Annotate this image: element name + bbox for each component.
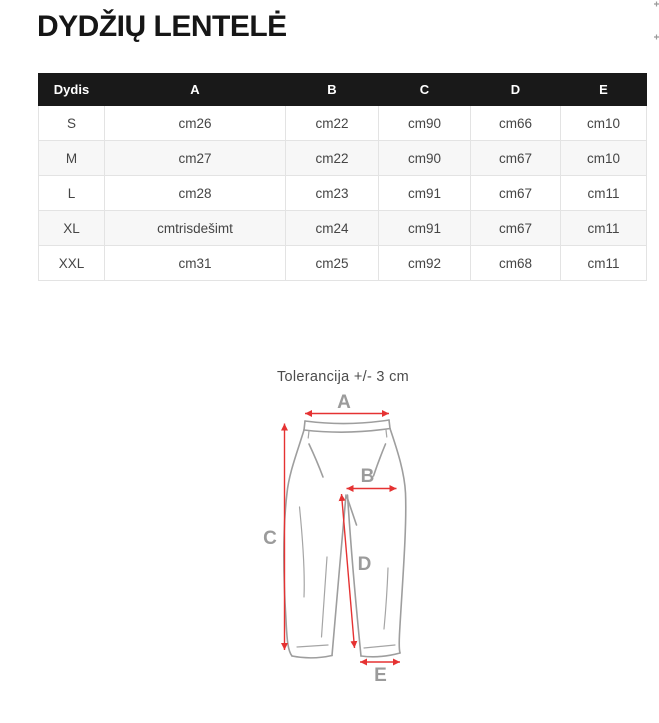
value-cell: cm11 [561,176,647,211]
value-cell: cm31 [105,246,286,281]
column-header-c: C [379,74,471,106]
size-cell: XXL [39,246,105,281]
left-hem [292,656,332,658]
value-cell: cm25 [286,246,379,281]
value-cell: cm92 [379,246,471,281]
size-cell: S [39,106,105,141]
value-cell: cm68 [471,246,561,281]
column-header-d: D [471,74,561,106]
value-cell: cm67 [471,211,561,246]
size-cell: M [39,141,105,176]
page-title: DYDŽIŲ LENTELĖ [37,10,287,43]
pants-outline [284,420,406,658]
value-cell: cm67 [471,141,561,176]
value-cell: cm26 [105,106,286,141]
value-cell: cm90 [379,141,471,176]
table-row-xl [39,211,647,246]
value-cell: cm11 [561,246,647,281]
value-cell: cm90 [379,106,471,141]
clipped-edge-marks [654,2,659,40]
right-inner-seam [348,495,362,656]
dimension-label-a: A [337,392,351,413]
dimension-label-e: E [374,665,387,686]
dimension-label-c: C [263,528,277,549]
left-pocket-slash [309,444,323,477]
value-cell: cm91 [379,211,471,246]
value-cell: cm10 [561,106,647,141]
table-header-row [39,74,647,106]
value-cell: cm66 [471,106,561,141]
right-hem [361,653,400,657]
tolerance-note: Tolerancija +/- 3 cm [276,369,410,385]
table-row-m [39,141,647,176]
table-row-s [39,106,647,141]
value-cell: cm27 [105,141,286,176]
dimension-arrow-d [342,494,355,648]
value-cell: cm10 [561,141,647,176]
column-header-b: B [286,74,379,106]
size-table [38,73,647,281]
dimension-label-d: D [357,554,372,575]
left-outer-seam [284,430,304,656]
size-cell: L [39,176,105,211]
value-cell: cm28 [105,176,286,211]
value-cell: cm22 [286,106,379,141]
value-cell: cm91 [379,176,471,211]
table-row-xxl [39,246,647,281]
value-cell: cmtrisdešimt [105,211,286,246]
table-row-l [39,176,647,211]
dimension-label-b: B [360,466,375,487]
fly-seam [347,497,357,525]
size-cell: XL [39,211,105,246]
column-header-a: A [105,74,286,106]
value-cell: cm23 [286,176,379,211]
column-header-e: E [561,74,647,106]
left-inner-seam [332,495,346,656]
right-outer-seam [390,429,406,654]
value-cell: cm22 [286,141,379,176]
column-header-dydis: Dydis [39,74,105,106]
value-cell: cm67 [471,176,561,211]
right-pocket-slash [374,444,386,476]
value-cell: cm24 [286,211,379,246]
dimension-arrows [285,414,401,663]
value-cell: cm11 [561,211,647,246]
